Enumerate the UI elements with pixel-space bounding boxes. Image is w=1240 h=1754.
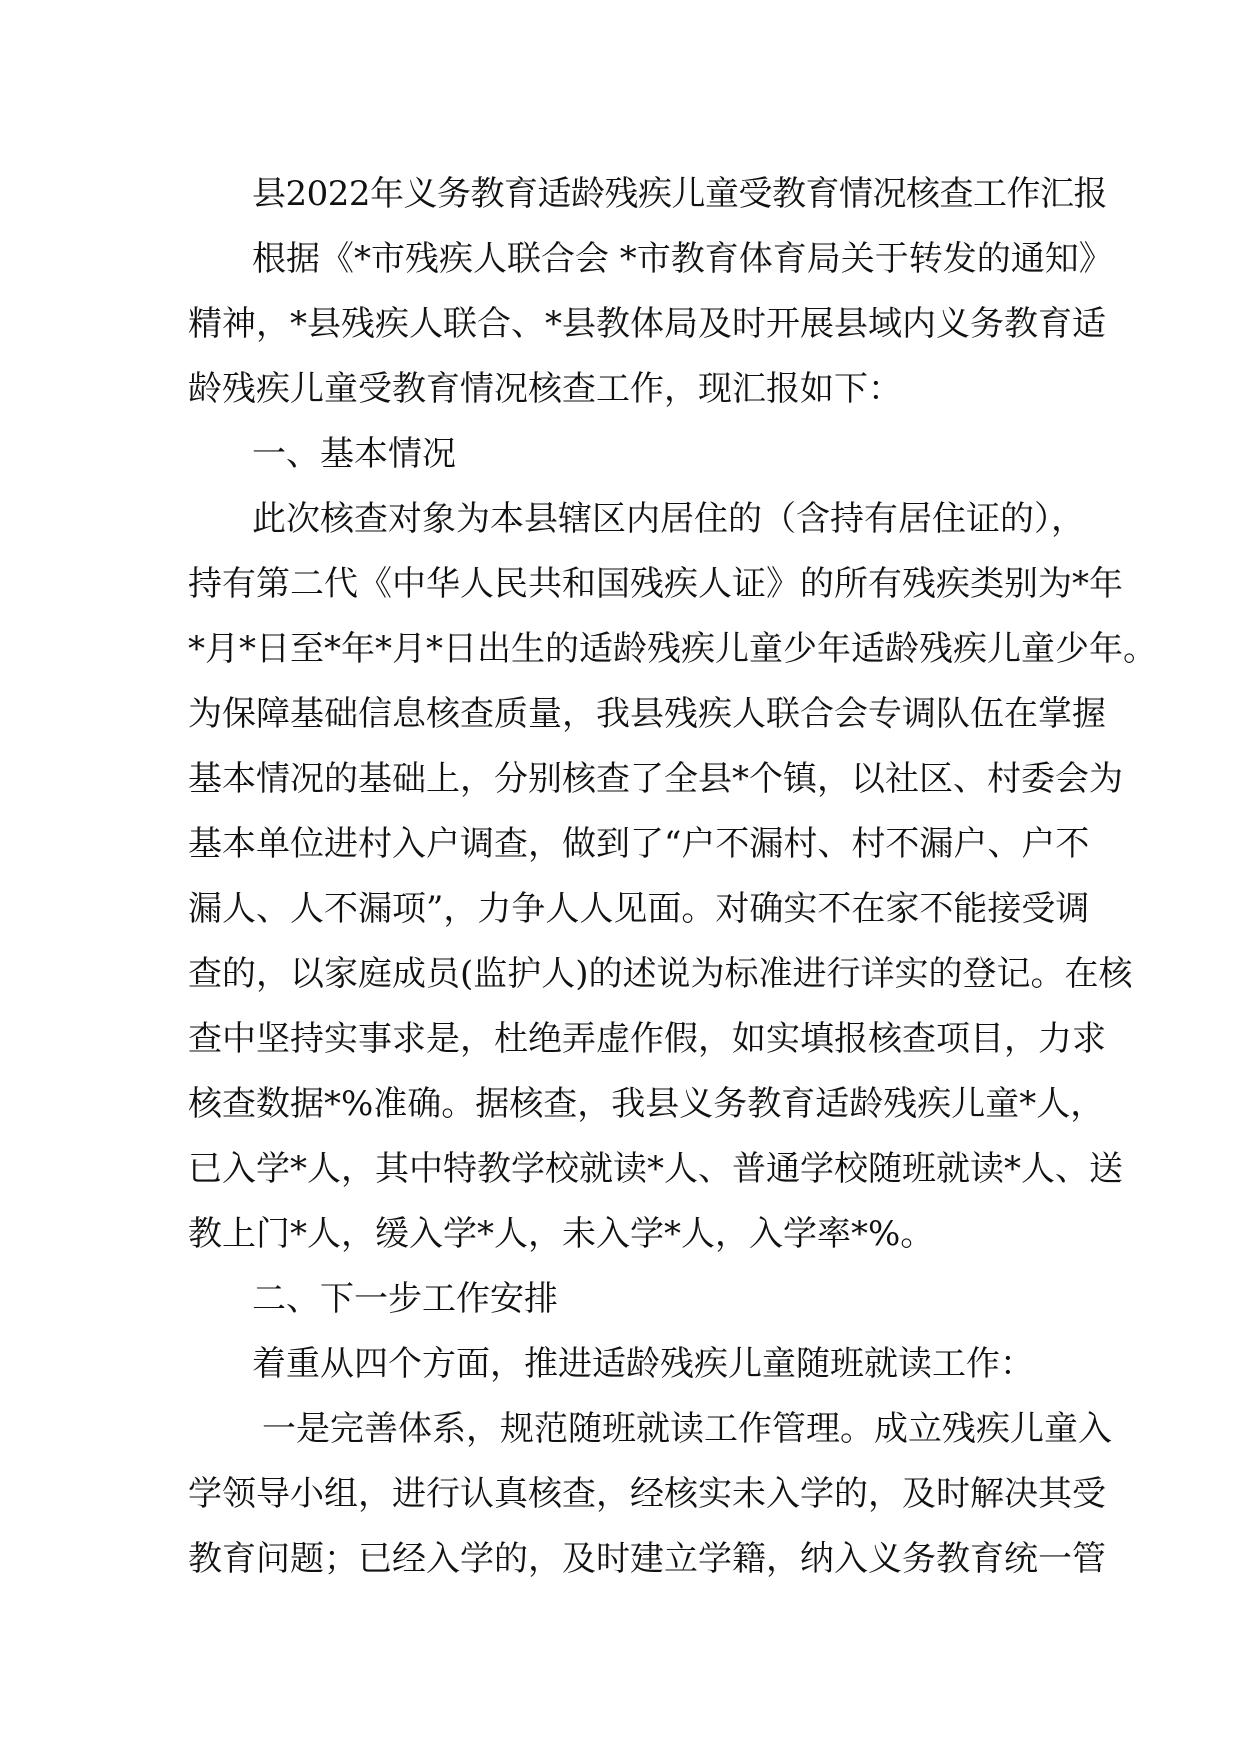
- paragraph-line: 基本单位进村入户调查，做到了“户不漏村、村不漏户、户不: [188, 824, 1090, 864]
- document-page: [188, 162, 1157, 1592]
- paragraph-line: 此次核查对象为本县辖区内居住的（含持有居住证的），: [252, 499, 1085, 539]
- document-title: 县2022年义务教育适龄残疾儿童受教育情况核查工作汇报: [252, 174, 1108, 214]
- paragraph-line: 核查数据*%准确。据核查，我县义务教育适龄残疾儿童*人，: [188, 1084, 1105, 1124]
- paragraph-line: *月*日至*年*月*日出生的适龄残疾儿童少年适龄残疾儿童少年。: [188, 629, 1157, 669]
- paragraph-line: 为保障基础信息核查质量，我县残疾人联合会专调队伍在掌握: [188, 694, 1106, 734]
- paragraph-line: 学领导小组，进行认真核查，经核实未入学的，及时解决其受: [188, 1474, 1106, 1514]
- paragraph-line: 教上门*人，缓入学*人，未入学*人，入学率*%。: [188, 1214, 935, 1254]
- paragraph-line: 已入学*人，其中特教学校就读*人、普通学校随班就读*人、送: [188, 1149, 1123, 1189]
- paragraph-line: 着重从四个方面，推进适龄残疾儿童随班就读工作：: [252, 1344, 1034, 1384]
- paragraph-line: 查中坚持实事求是，杜绝弄虚作假，如实填报核查项目，力求: [188, 1019, 1106, 1059]
- section-heading-next-steps: 二、下一步工作安排: [252, 1279, 558, 1319]
- section-heading-basic: 一、基本情况: [252, 434, 456, 474]
- paragraph-line: 查的，以家庭成员(监护人)的述说为标准进行详实的登记。在核: [188, 954, 1133, 994]
- paragraph-line: 根据《*市残疾人联合会 *市教育体育局关于转发的通知》: [252, 239, 1113, 279]
- paragraph-line: 一是完善体系，规范随班就读工作管理。成立残疾儿童入: [262, 1409, 1112, 1449]
- paragraph-line: 精神，*县残疾人联合、*县教体局及时开展县域内义务教育适: [188, 304, 1106, 344]
- paragraph-line: 漏人、人不漏项”，力争人人见面。对确实不在家不能接受调: [188, 889, 1090, 929]
- paragraph-line: 基本情况的基础上，分别核查了全县*个镇，以社区、村委会为: [188, 759, 1123, 799]
- paragraph-line: 龄残疾儿童受教育情况核查工作，现汇报如下：: [188, 369, 902, 409]
- paragraph-line: 教育问题；已经入学的，及时建立学籍，纳入义务教育统一管: [188, 1539, 1106, 1579]
- paragraph-line: 持有第二代《中华人民共和国残疾人证》的所有残疾类别为*年: [188, 564, 1123, 604]
